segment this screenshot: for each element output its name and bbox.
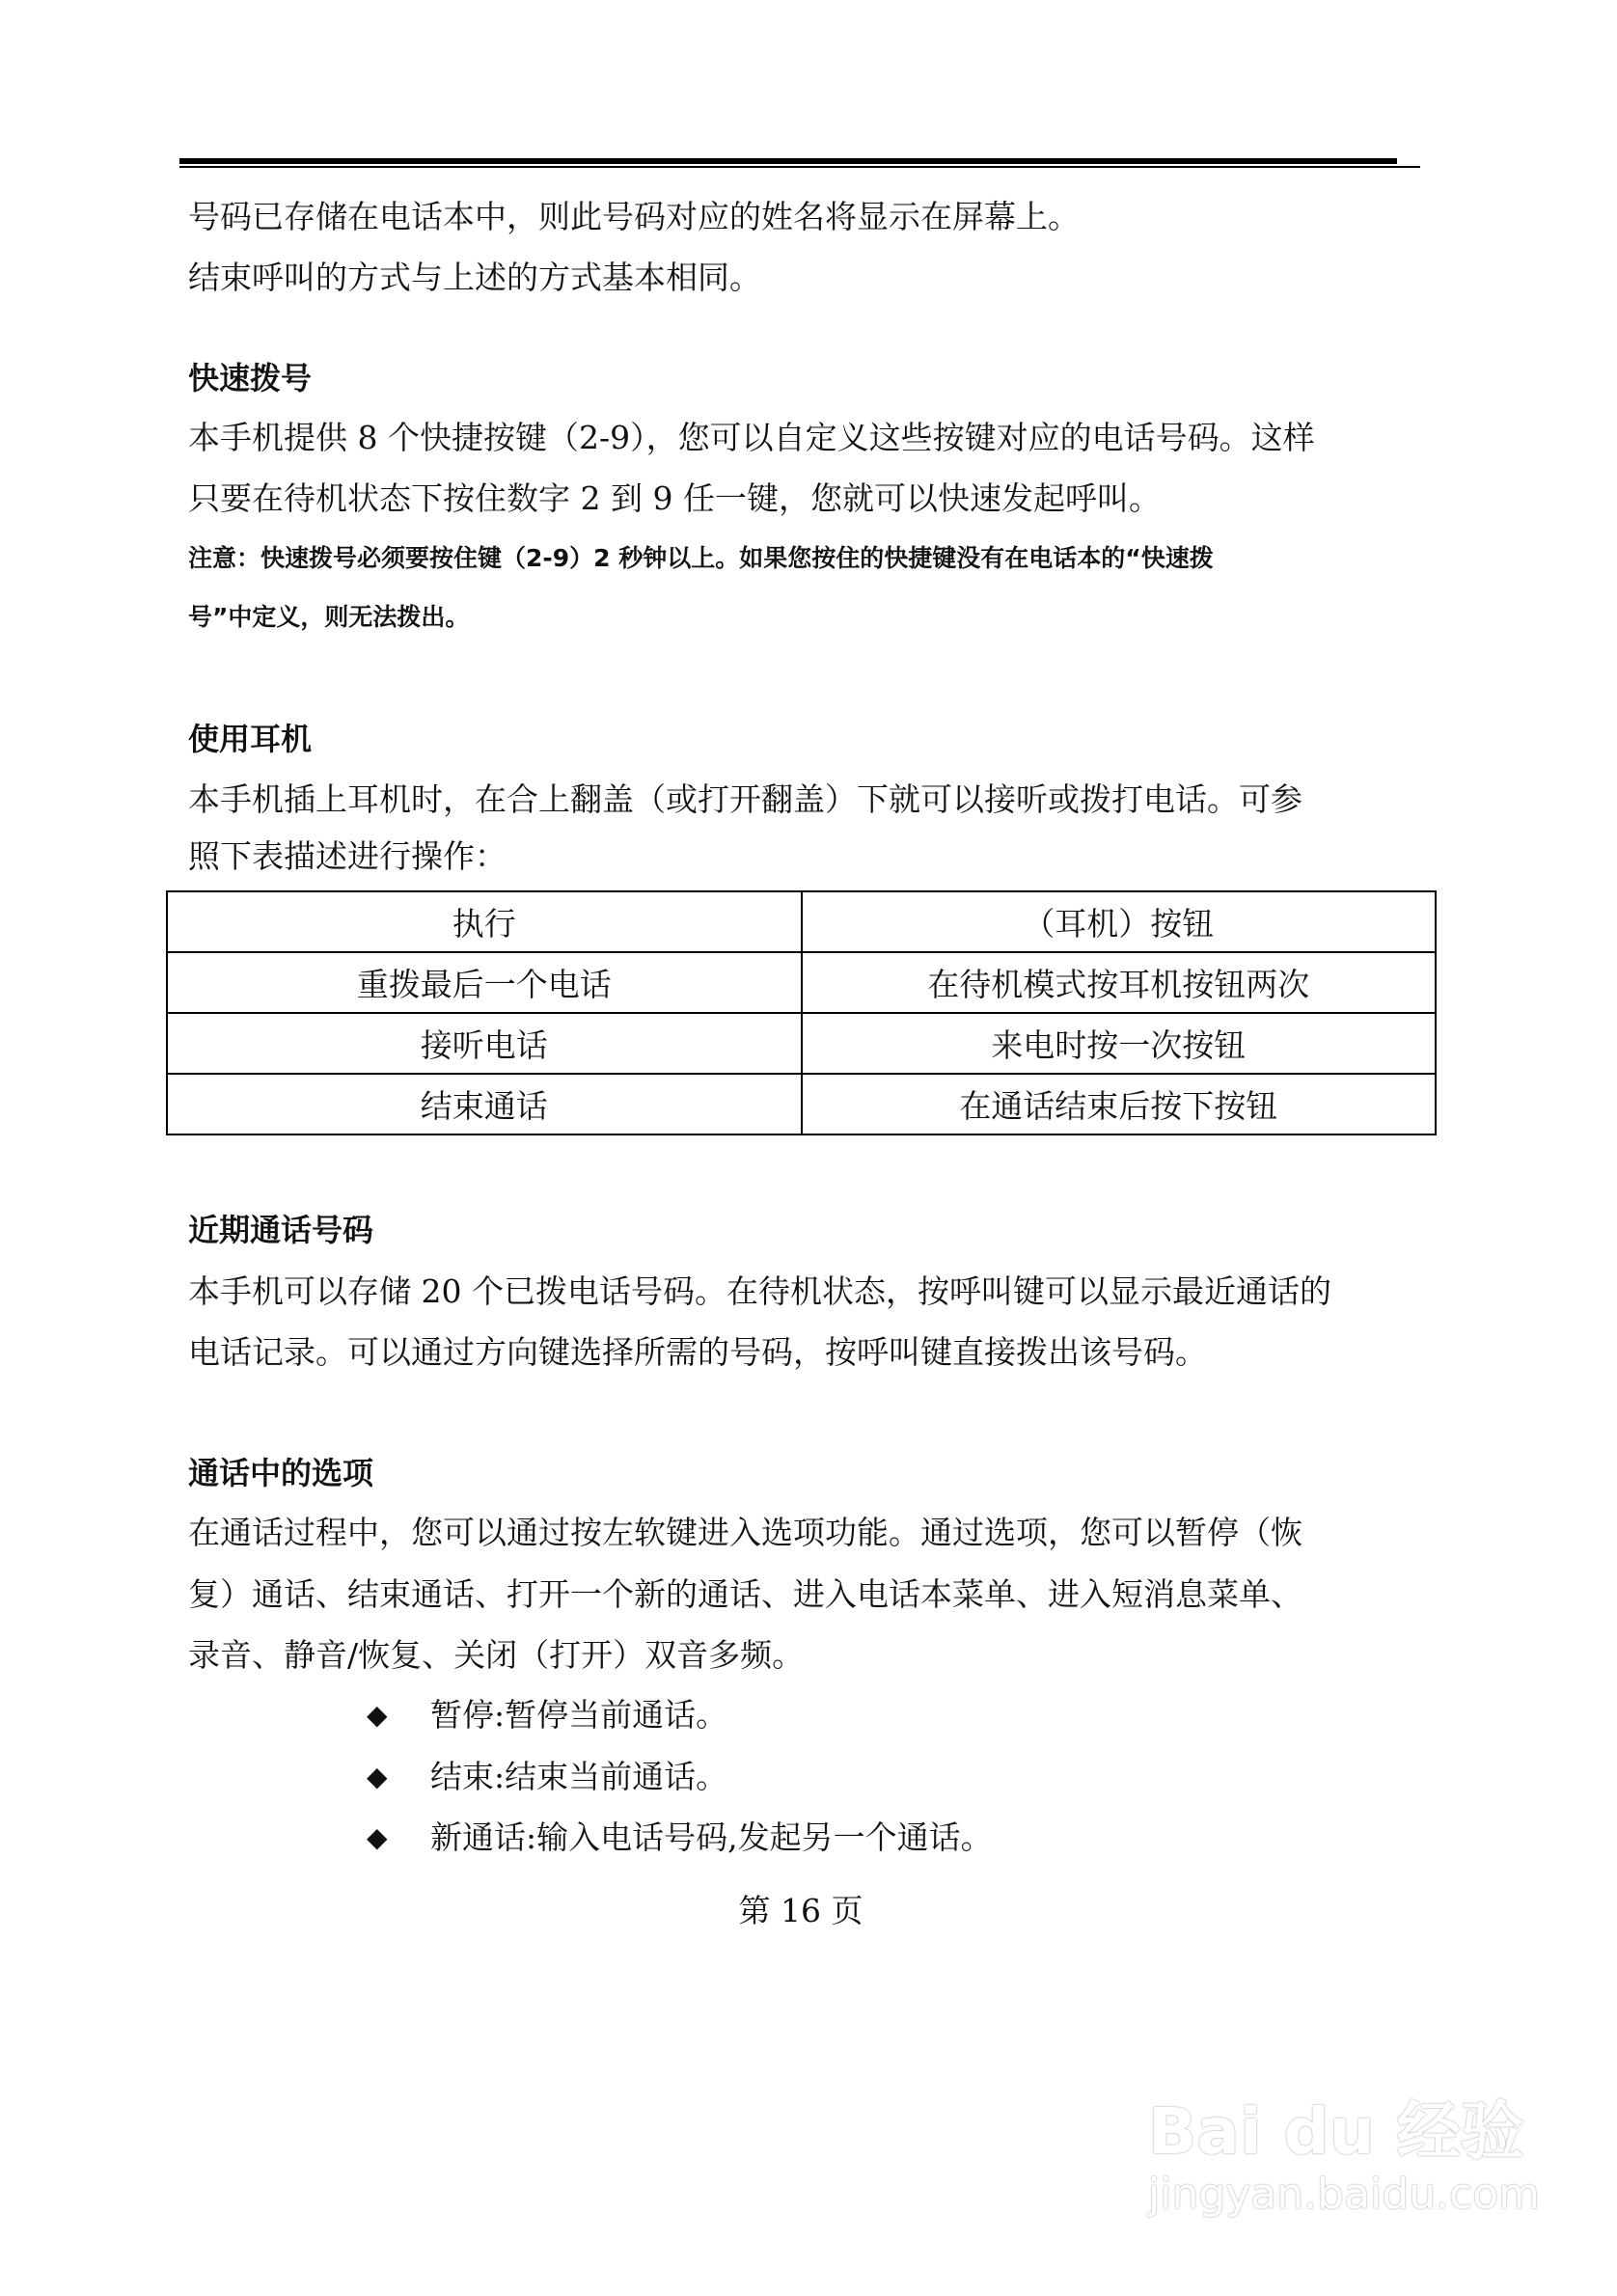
page-number: 第 16 页 bbox=[738, 1892, 863, 1929]
table-cell: 接听电话 bbox=[167, 1013, 802, 1074]
note-line: 注意：快速拨号必须要按住键（2-9）2 秒钟以上。如果您按住的快捷键没有在电话本的“快速拨 bbox=[188, 544, 1214, 572]
headset-table bbox=[166, 890, 1437, 1135]
table-cell: 在待机模式按耳机按钮两次 bbox=[802, 952, 1437, 1013]
paragraph-line: 结束呼叫的方式与上述的方式基本相同。 bbox=[188, 259, 761, 296]
heading-recent-calls: 近期通话号码 bbox=[188, 1212, 374, 1248]
bullet-item: 新通话:输入电话号码,发起另一个通话。 bbox=[430, 1818, 993, 1856]
table-cell: 来电时按一次按钮 bbox=[802, 1013, 1437, 1074]
note-line: 号”中定义，则无法拨出。 bbox=[188, 603, 470, 631]
header-rule bbox=[179, 158, 1397, 164]
heading-in-call-options: 通话中的选项 bbox=[188, 1455, 374, 1491]
table-header-row bbox=[167, 891, 1436, 952]
table-cell: 结束通话 bbox=[167, 1074, 802, 1134]
table-row bbox=[167, 1013, 1436, 1074]
table-header-cell: （耳机）按钮 bbox=[802, 891, 1437, 952]
watermark-logo: Bai du 经验 bbox=[1148, 2094, 1524, 2169]
heading-speed-dial: 快速拨号 bbox=[188, 360, 313, 396]
paragraph-line: 电话记录。可以通过方向键选择所需的号码，按呼叫键直接拨出该号码。 bbox=[188, 1333, 1207, 1371]
paragraph-line: 录音、静音/恢复、关闭（打开）双音多频。 bbox=[188, 1636, 805, 1674]
paragraph-line: 在通话过程中，您可以通过按左软键进入选项功能。通过选项，您可以暂停（恢 bbox=[188, 1514, 1302, 1551]
table-cell: 在通话结束后按下按钮 bbox=[802, 1074, 1437, 1134]
bullet-item: 暂停:暂停当前通话。 bbox=[430, 1696, 728, 1734]
table-row bbox=[167, 952, 1436, 1013]
header-rule-thin bbox=[179, 166, 1420, 168]
paragraph-line: 本手机插上耳机时，在合上翻盖（或打开翻盖）下就可以接听或拨打电话。可参 bbox=[188, 780, 1302, 818]
bullet-item: 结束:结束当前通话。 bbox=[430, 1758, 728, 1795]
diamond-bullet-icon: ◆ bbox=[367, 1821, 388, 1853]
paragraph-line: 号码已存储在电话本中，则此号码对应的姓名将显示在屏幕上。 bbox=[188, 198, 1080, 235]
table-cell: 重拨最后一个电话 bbox=[167, 952, 802, 1013]
paragraph-line: 复）通话、结束通话、打开一个新的通话、进入电话本菜单、进入短消息菜单、 bbox=[188, 1575, 1302, 1613]
diamond-bullet-icon: ◆ bbox=[367, 1761, 388, 1792]
table-header-cell: 执行 bbox=[167, 891, 802, 952]
watermark-url: jingyan.baidu.com bbox=[1148, 2170, 1541, 2219]
heading-headset: 使用耳机 bbox=[188, 721, 313, 757]
paragraph-line: 本手机可以存储 20 个已拨电话号码。在待机状态，按呼叫键可以显示最近通话的 bbox=[188, 1272, 1331, 1310]
table-row bbox=[167, 1074, 1436, 1134]
paragraph-line: 只要在待机状态下按住数字 2 到 9 任一键，您就可以快速发起呼叫。 bbox=[188, 479, 1161, 517]
paragraph-line: 本手机提供 8 个快捷按键（2-9），您可以自定义这些按键对应的电话号码。这样 bbox=[188, 419, 1315, 456]
baidu-watermark bbox=[1148, 2055, 1540, 2219]
paragraph-line: 照下表描述进行操作： bbox=[188, 837, 507, 875]
diamond-bullet-icon: ◆ bbox=[367, 1699, 388, 1731]
